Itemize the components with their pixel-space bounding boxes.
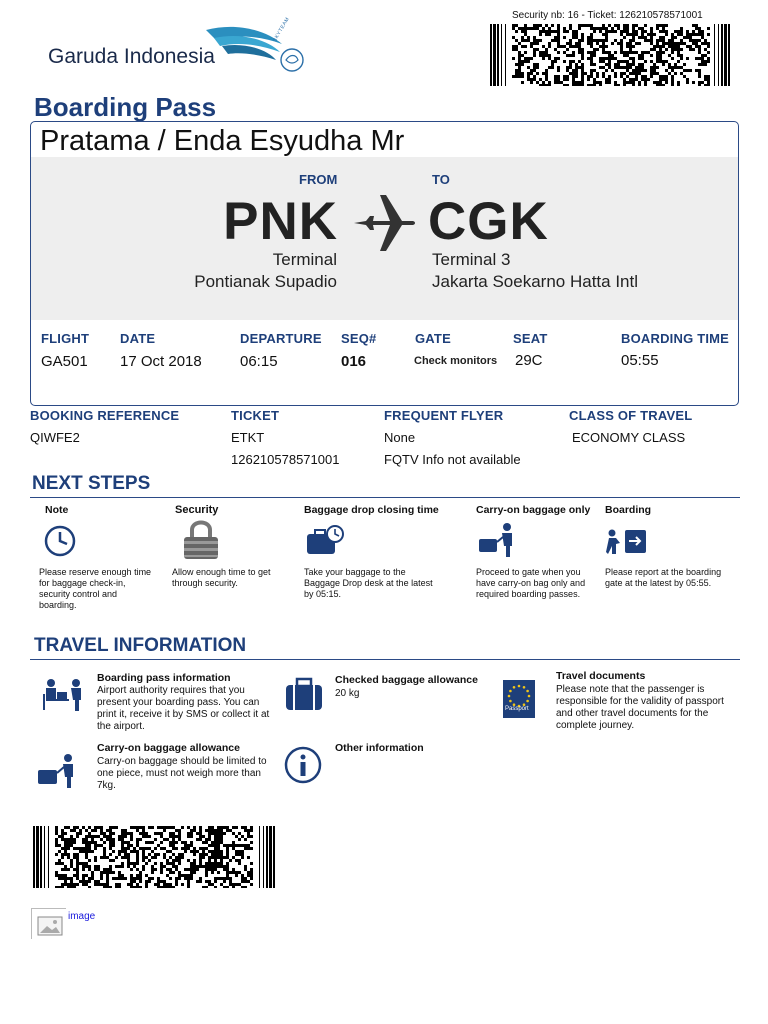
checked-baggage-value: 20 kg <box>335 688 360 699</box>
to-airport: Jakarta Soekarno Hatta Intl <box>432 272 639 291</box>
date-label: DATE <box>120 331 156 346</box>
image-alt-text: image <box>68 911 96 922</box>
frequent-flyer-label: FREQUENT FLYER <box>384 408 504 423</box>
passport-icon <box>503 680 535 718</box>
boarding-text: Please report at the boarding gate at the latest by 05:55. <box>605 567 722 588</box>
from-airport: Pontianak Supadio <box>194 272 337 291</box>
seat-number: 29C <box>515 352 543 369</box>
boarding-pass-info-title: Boarding pass information <box>97 672 231 684</box>
to-terminal: Terminal 3 <box>432 250 511 269</box>
gate-label: GATE <box>415 331 451 346</box>
boarding-pass-info-text: Airport authority requires that you present your boarding pass. You can print it, receive it by SMS or collect it at the airport. <box>97 685 270 732</box>
boarding-time-label: BOARDING TIME <box>621 331 730 346</box>
alliance-mark: SKYTEAM <box>272 16 291 43</box>
gate-value: Check monitors <box>414 355 498 367</box>
travel-info-title: TRAVEL INFORMATION <box>34 635 247 656</box>
to-code: CGK <box>428 192 549 251</box>
to-label: TO <box>432 172 450 187</box>
note-text: Please reserve enough time for baggage check-in, security control and boarding. <box>39 567 152 610</box>
from-terminal: Terminal <box>272 250 337 269</box>
security-text: Allow enough time to get through security. <box>172 567 271 588</box>
passport-word: Passport <box>505 706 529 712</box>
ticket-type: ETKT <box>231 430 265 445</box>
from-code: PNK <box>223 192 338 251</box>
airplane-icon <box>352 190 416 254</box>
travel-info-divider <box>30 659 740 660</box>
flight-number: GA501 <box>41 353 88 370</box>
booking-reference-label: BOOKING REFERENCE <box>30 408 180 423</box>
airline-name: Garuda Indonesia <box>48 45 215 68</box>
note-title: Note <box>45 504 69 516</box>
padlock-icon <box>178 518 224 562</box>
bottom-barcode <box>33 826 275 888</box>
doc-title: Boarding Pass <box>34 92 217 122</box>
carry-on-allowance-text: Carry-on baggage should be limited to one piece, must not weigh more than 7kg. <box>97 756 267 791</box>
travel-documents-text: Please note that the passenger is responsible for the validity of passport and other travel documents for the complete journey. <box>556 684 724 731</box>
ticket-label: TICKET <box>231 408 280 423</box>
next-steps-divider <box>30 497 740 498</box>
fqtv-info: FQTV Info not available <box>384 452 521 467</box>
next-steps-title: NEXT STEPS <box>32 473 151 494</box>
flight-label: FLIGHT <box>41 331 90 346</box>
ticket-number: 126210578571001 <box>231 452 340 467</box>
clock-icon <box>43 525 77 559</box>
baggage-clock-icon <box>306 524 346 556</box>
from-label: FROM <box>299 172 338 187</box>
security-title: Security <box>175 504 219 516</box>
seat-label: SEAT <box>513 331 548 346</box>
boarding-title: Boarding <box>605 504 652 516</box>
boarding-time: 05:55 <box>621 352 659 369</box>
baggage-drop-title: Baggage drop closing time <box>304 504 439 516</box>
frequent-flyer: None <box>384 430 416 445</box>
image-placeholder <box>31 908 66 939</box>
booking-reference: QIWFE2 <box>30 430 80 445</box>
other-info-title: Other information <box>335 742 424 754</box>
checked-baggage-title: Checked baggage allowance <box>335 674 478 686</box>
travel-documents-title: Travel documents <box>556 670 646 682</box>
departure-label: DEPARTURE <box>240 331 322 346</box>
suitcase-icon <box>285 677 323 711</box>
check-in-desk-icon <box>43 678 87 712</box>
carry-on-only-title: Carry-on baggage only <box>476 504 591 516</box>
top-barcode <box>490 24 730 86</box>
person-with-bag-icon <box>477 522 517 558</box>
carry-on-allowance-title: Carry-on baggage allowance <box>97 742 240 754</box>
seq-number: 016 <box>341 353 367 370</box>
baggage-drop-text: Take your baggage to the Baggage Drop desk at the latest by 05:15. <box>304 567 433 599</box>
carry-on-icon <box>37 753 79 789</box>
info-icon <box>284 746 322 784</box>
passenger-name: Pratama / Enda Esyudha Mr <box>40 125 405 157</box>
carry-on-only-text: Proceed to gate when you have carry-on bag only and required boarding passes. <box>476 567 586 599</box>
departure-time: 06:15 <box>240 353 278 370</box>
seq-label: SEQ# <box>341 331 377 346</box>
boarding-gate-icon <box>606 528 648 556</box>
security-line: Security nb: 16 - Ticket: 126210578571001 <box>512 10 703 21</box>
class-of-travel: ECONOMY CLASS <box>572 430 686 445</box>
flight-date: 17 Oct 2018 <box>120 353 202 370</box>
class-of-travel-label: CLASS OF TRAVEL <box>569 408 693 423</box>
